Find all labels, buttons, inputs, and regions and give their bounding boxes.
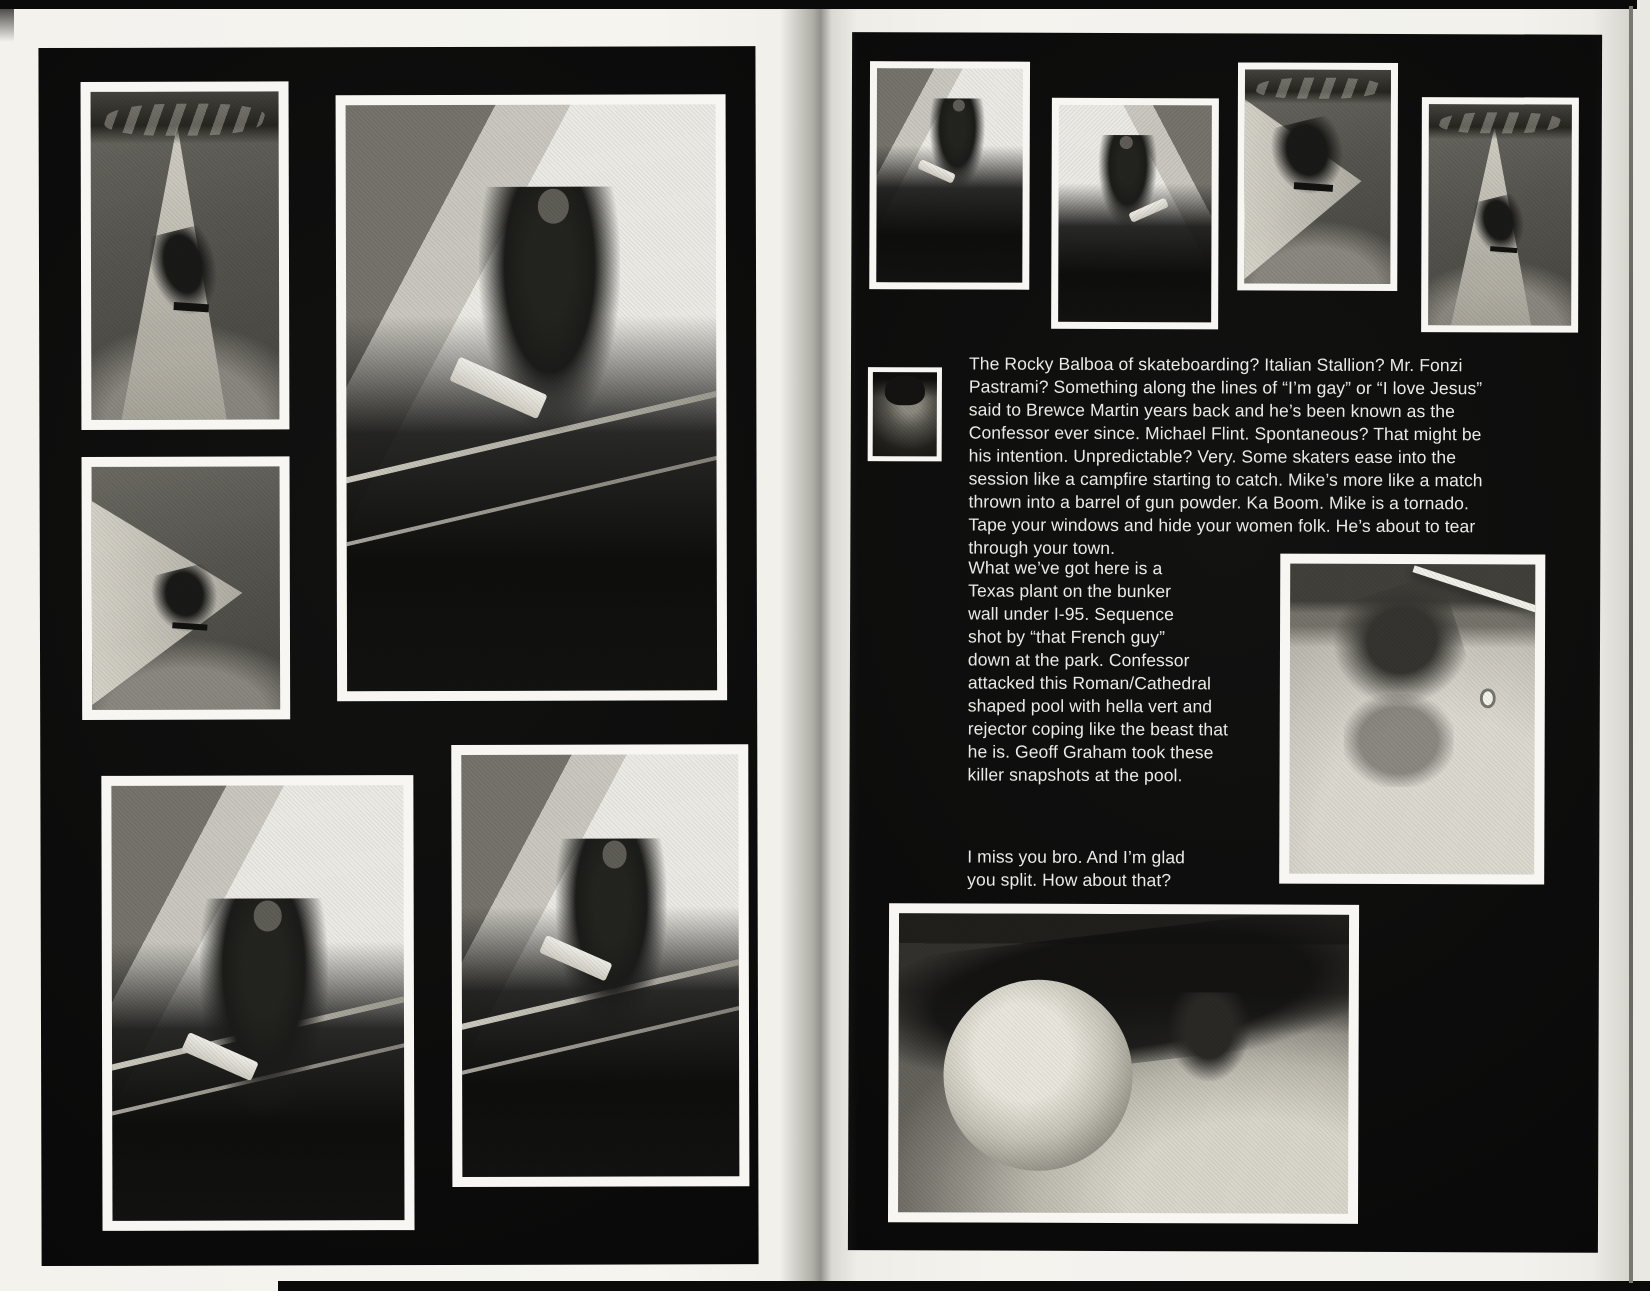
article-paragraph-3: I miss you bro. And I’m glad you split. How about that? xyxy=(967,846,1186,891)
photo-image xyxy=(898,913,1349,1214)
photo-sequence-3 xyxy=(1237,62,1398,291)
page-edge-shading xyxy=(1592,9,1629,1281)
photo-sequence-2 xyxy=(1051,98,1219,330)
photo-sequence-1 xyxy=(869,61,1030,290)
skater-silhouette xyxy=(1168,992,1249,1082)
page-fold-shadow xyxy=(780,6,858,1284)
photo-image xyxy=(1289,564,1535,875)
photo-image xyxy=(1244,69,1391,284)
graffiti-banner-shape xyxy=(1429,104,1572,140)
scan-bottom-edge xyxy=(278,1281,1650,1291)
scan-top-edge xyxy=(0,0,1637,9)
article-paragraph-1: The Rocky Balboa of skateboarding? Italian Stallion? Mr. Fonzi Pastrami? Something along the lines of “I’m gay” or “I love Jesus” said to Brewce Martin years back and he’s been known as the Confessor ever since. Michael Flint. Spontaneous? That might be his intention. Unpredictable? Very. Some skaters ease into the session like a campfire starting to catch. Mike’s more like a match thrown into a barrel of gun powder. Ka Boom. Mike is a tornado. Tape your windows and hide your women folk. He’s about to tear through your town. xyxy=(968,353,1483,559)
article-paragraph-2: What we’ve got here is a Texas plant on the bunker wall under I-95. Sequence shot by “that French guy” down at the park. Confessor attacked this Roman/Cathedral shaped pool with hella vert and rejector coping like the beast that he is. Geoff Graham took these killer snapshots at the pool. xyxy=(967,557,1229,786)
photo-headshot xyxy=(868,367,942,461)
page-edge-line xyxy=(1629,6,1633,1283)
hair-shape xyxy=(884,375,925,405)
photo-fisheye-pool xyxy=(888,903,1359,1224)
photo-image xyxy=(1428,104,1572,325)
graffiti-banner-shape xyxy=(1245,69,1391,104)
scan-corner-smudge xyxy=(0,0,14,42)
photo-sequence-4 xyxy=(1421,97,1579,333)
photo-pool-plant xyxy=(1279,554,1545,885)
foreground-coping-shape xyxy=(943,979,1133,1171)
pool-drain-shape xyxy=(1480,688,1496,708)
photo-image xyxy=(873,372,937,456)
photo-image xyxy=(876,68,1023,283)
photo-image xyxy=(1058,105,1212,323)
